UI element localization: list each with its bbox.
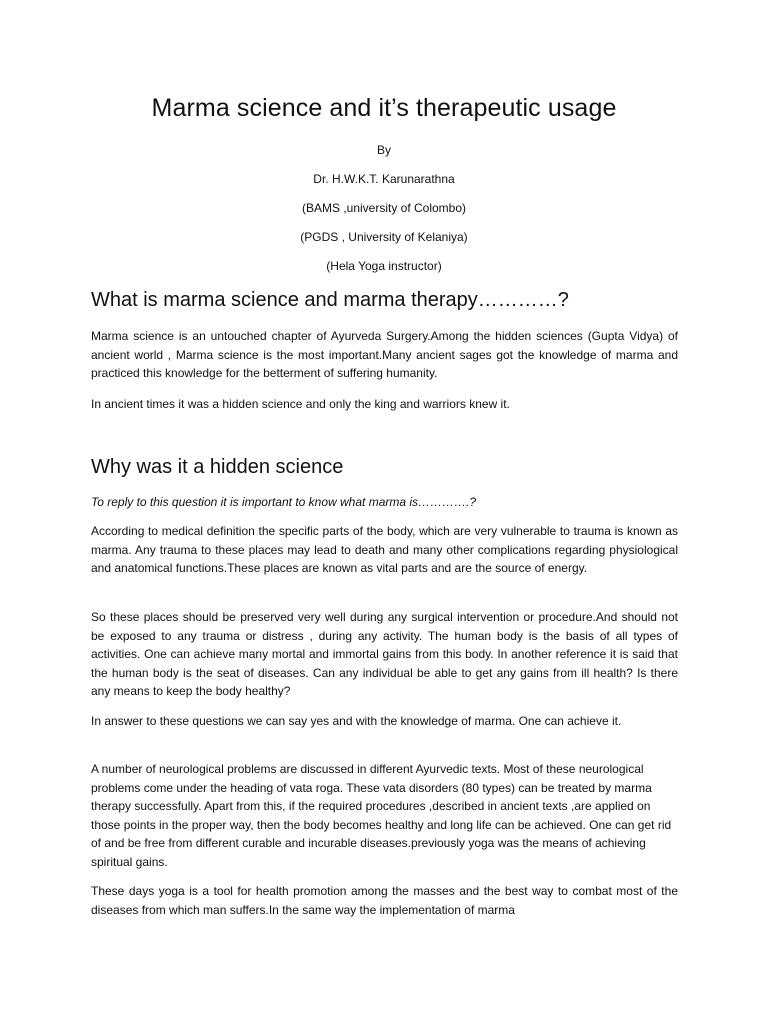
section-heading: Why was it a hidden science [91, 456, 344, 478]
credential-line: (BAMS ,university of Colombo) [301, 201, 467, 215]
paragraph: A number of neurological problems are discussed in different Ayurvedic texts. Most of these neurological problems come under the heading of vata roga. These vata disorders (80 types) can be treated by marma therapy successfully. Apart from this, if the required procedures ,described in ancient texts ,are applied on those points in the proper way, then the body becomes healthy and long life can be achieved. One can get rid of and be free from different curable and incurable diseases.previously yoga was the means of achieving spiritual gains. [91, 762, 672, 869]
author-name: Dr. H.W.K.T. Karunarathna [313, 172, 455, 186]
paragraph: In answer to these questions we can say yes and with the knowledge of marma. One can achieve it. [91, 714, 622, 728]
paragraph: These days yoga is a tool for health promotion among the masses and the best way to combat most of the diseases from which man suffers.In the same way the implementation of marma [91, 884, 678, 917]
paragraph: In ancient times it was a hidden science and only the king and warriors knew it. [91, 397, 510, 411]
paragraph: According to medical definition the specific parts of the body, which are very vulnerable to trauma is known as marma. Any trauma to these places may lead to death and many other complications regarding physiological and anatomical functions.These places are known as vital parts and are the source of energy. [91, 524, 678, 576]
paragraph: Marma science is an untouched chapter of Ayurveda Surgery.Among the hidden sciences (Gupta Vidya) of ancient world , Marma science is the most important.Many ancient sages got the knowledge of marma and practiced this knowledge for the betterment of suffering humanity. [91, 329, 678, 381]
byline: By [376, 143, 391, 157]
italic-intro: To reply to this question it is important to know what marma is………….? [91, 495, 477, 509]
paragraph: So these places should be preserved very well during any surgical intervention or procedure.And should not be exposed to any trauma or distress , during any activity. The human body is the basis of all types of activities. One can achieve many mortal and immortal gains from this body. In another reference it is said that the human body is the seat of diseases. Can any individual be able to get any gains from ill health? Is there any means to keep the body healthy? [91, 610, 678, 699]
credential-line: (Hela Yoga instructor) [326, 259, 442, 273]
page-title: Marma science and it’s therapeutic usage [151, 94, 617, 122]
section-heading: What is marma science and marma therapy…………? [91, 289, 569, 311]
credential-line: (PGDS , University of Kelaniya) [300, 230, 468, 244]
